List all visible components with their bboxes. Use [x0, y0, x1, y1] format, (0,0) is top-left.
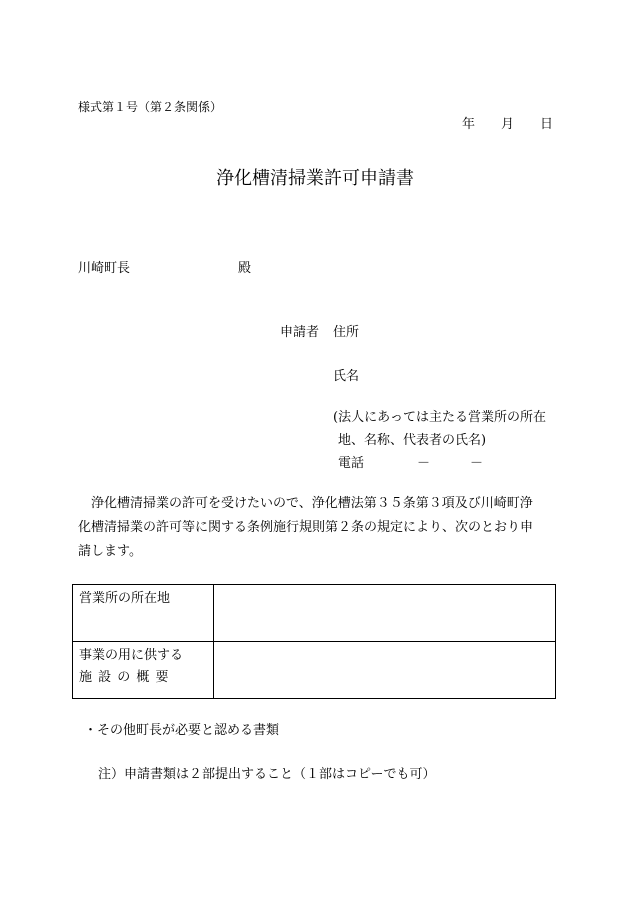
- applicant-name-label: 氏名: [333, 369, 360, 384]
- office-location-label: 営業所の所在地: [73, 585, 214, 642]
- addressee-name: 川崎町長: [78, 261, 131, 276]
- table-row: [73, 642, 556, 699]
- applicant-phone-label: 電話: [338, 456, 365, 471]
- applicant-label: 申請者: [280, 325, 320, 340]
- date-year-label: 年: [462, 117, 476, 132]
- corporate-note-line2: 地、名称、代表者の氏名): [338, 433, 487, 448]
- facility-label-line2: 施 設 の 概 要: [79, 670, 170, 685]
- application-body-text: [78, 492, 552, 564]
- form-number: 様式第１号（第２条関係）: [78, 100, 223, 114]
- body-line-3: 請します。: [78, 544, 142, 559]
- body-line-1: 浄化槽清掃業の許可を受けたいので、浄化槽法第３５条第３項及び川崎町浄: [78, 496, 533, 511]
- phone-dash-2: －: [470, 456, 484, 471]
- facility-overview-field[interactable]: [214, 642, 556, 699]
- date-day-label: 日: [540, 117, 554, 132]
- applicant-address-label: 住所: [333, 325, 360, 340]
- required-documents-item: ・その他町長が必要と認める書類: [84, 723, 280, 738]
- facility-label-line1: 事業の用に供する: [79, 648, 184, 663]
- application-info-table: [72, 584, 556, 699]
- date-line: [462, 118, 553, 131]
- date-month-label: 月: [501, 117, 515, 132]
- table-row: [73, 585, 556, 642]
- corporate-note-line1: (法人にあっては主たる営業所の所在: [333, 410, 546, 425]
- page-title: 浄化槽清掃業許可申請書: [216, 168, 414, 189]
- addressee-honorific: 殿: [238, 261, 252, 276]
- body-line-2: 化槽清掃業の許可等に関する条例施行規則第２条の規定により、次のとおり申: [78, 520, 534, 535]
- office-location-field[interactable]: [214, 585, 556, 642]
- facility-overview-label: [73, 642, 214, 699]
- footnote: 注）申請書類は２部提出すること（１部はコピーでも可）: [98, 767, 436, 782]
- phone-dash-1: －: [417, 456, 431, 471]
